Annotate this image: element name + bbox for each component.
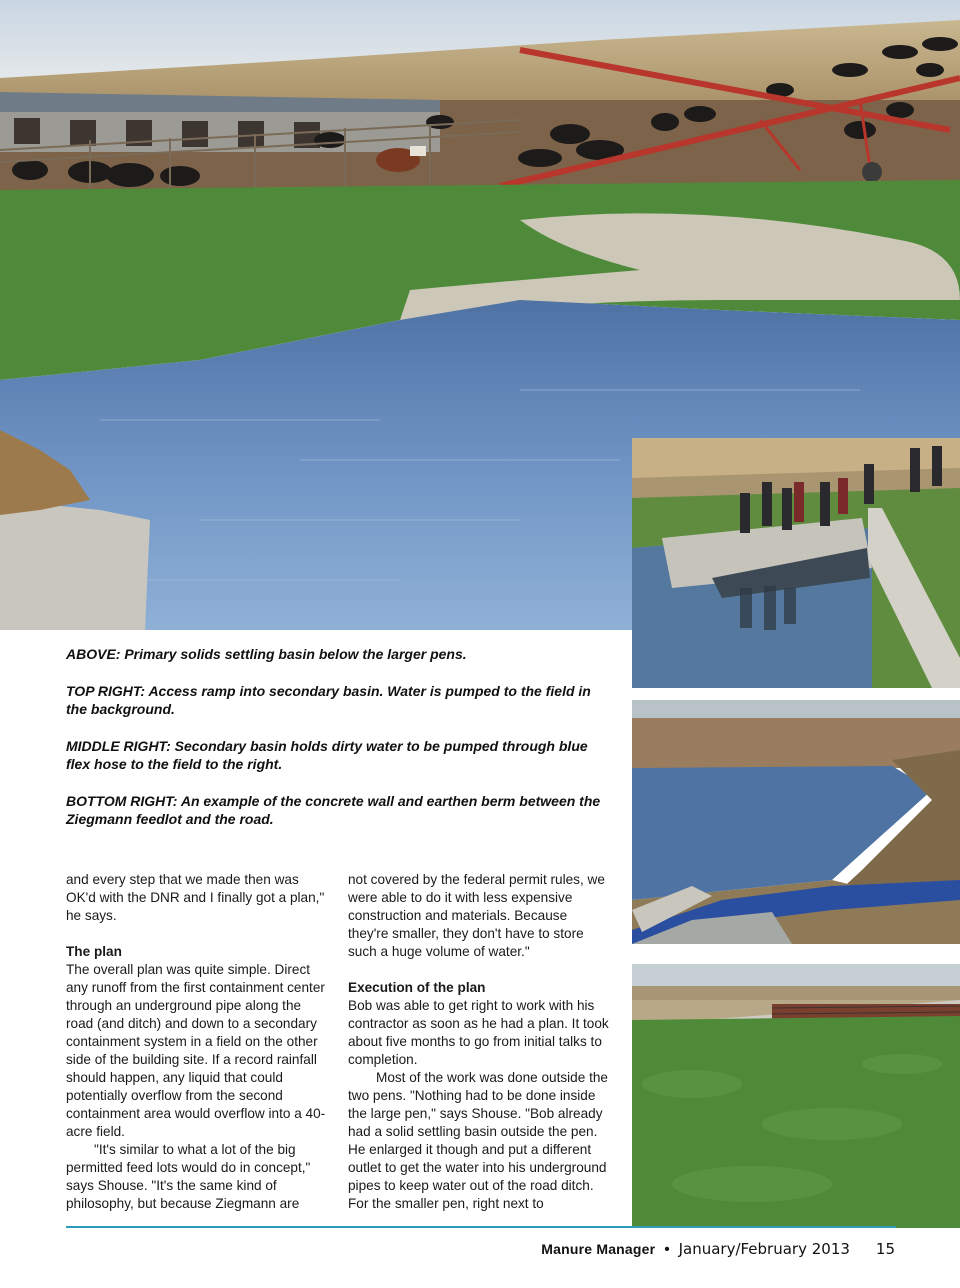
article-paragraph: The overall plan was quite simple. Direct any runoff from the first containment center through an underground pipe along the road (and ditch) and down to a secondary containment system in a field on the other side of the building site. If a record rainfall should happen, any liquid that could potentially overflow from the second containment area would overflow into a 40-acre field. (66, 962, 326, 1139)
caption-middle-right: MIDDLE RIGHT: Secondary basin holds dirty water to be pumped through blue flex hose to the field to the right. (66, 738, 588, 772)
article-column-right (348, 871, 610, 1213)
section-heading-the-plan: The plan (66, 944, 122, 959)
footer-rule (66, 1226, 896, 1228)
caption-bottom-right: BOTTOM RIGHT: An example of the concrete wall and earthen berm between the Ziegmann feedlot and the road. (66, 793, 601, 827)
article-paragraph: and every step that we made then was OK'd with the DNR and I finally got a plan," he says. (66, 872, 325, 923)
photo-secondary-basin (632, 700, 960, 944)
caption-above: ABOVE: Primary solids settling basin below the larger pens. (66, 646, 467, 662)
footer-bullet: • (664, 1241, 670, 1258)
article-paragraph: not covered by the federal permit rules, we were able to do it with less expensive construction and materials. Because they're smaller, they don't have to store such a huge volume of water." (348, 872, 605, 959)
article-paragraph: "It's similar to what a lot of the big permitted feed lots would do in concept," says Shouse. "It's the same kind of philosophy, but because Ziegmann are (66, 1142, 311, 1211)
photo-access-ramp (632, 438, 960, 688)
section-heading-execution: Execution of the plan (348, 980, 486, 995)
page-footer (541, 1240, 895, 1262)
caption-top-right: TOP RIGHT: Access ramp into secondary basin. Water is pumped to the field in the background. (66, 683, 591, 717)
issue-date: January/February 2013 (678, 1240, 850, 1258)
photo-concrete-wall-berm (632, 964, 960, 1228)
photo-captions (66, 645, 614, 847)
publication-name: Manure Manager (541, 1241, 656, 1257)
page-number: 15 (875, 1240, 895, 1258)
article-column-left (66, 871, 328, 1213)
article-paragraph: Most of the work was done outside the two pens. "Nothing had to be done inside the large pen," says Shouse. "Bob already had a solid settling basin outside the pen. He enlarged it though and put a different outlet to get the water into his underground pipes to keep water out of the road ditch. For the smaller pen, right next to (348, 1070, 608, 1211)
article-paragraph: Bob was able to get right to work with his contractor as soon as he had a plan. It took about five months to go from initial talks to completion. (348, 998, 609, 1067)
